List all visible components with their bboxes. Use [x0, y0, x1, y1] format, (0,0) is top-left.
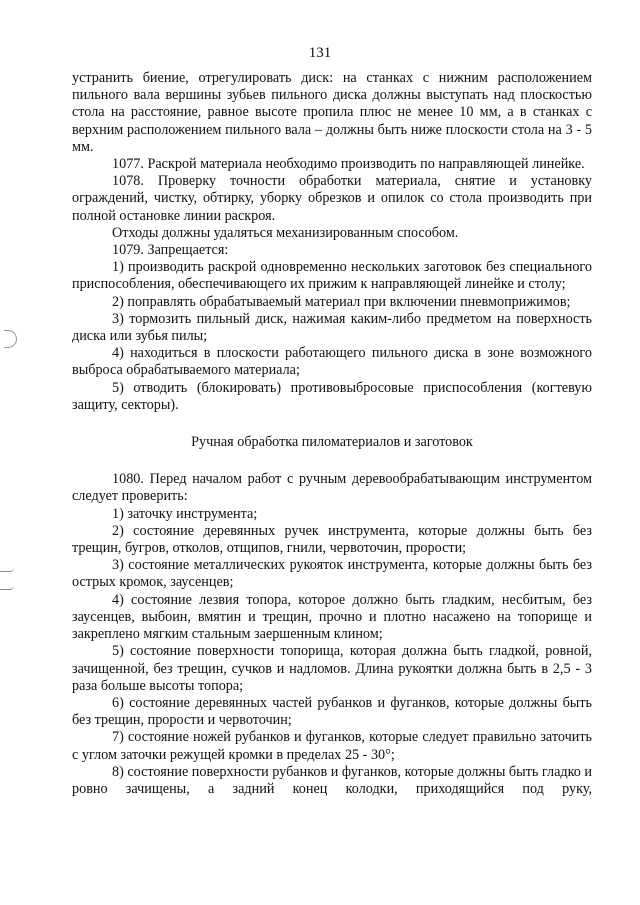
list-item-1080-4: 4) состояние лезвия топора, которое должно быть гладким, несбитым, без заусенцев, выбоин, вмятин и трещин, прочно и плотно насажено на топорище и закреплено мягким стальным заершенным клином;: [72, 591, 592, 643]
list-item-1079-5: 5) отводить (блокировать) противовыбросовые приспособления (когтевую защиту, секторы).: [72, 379, 592, 413]
section-heading: Ручная обработка пиломатериалов и заготовок: [191, 434, 473, 451]
list-item-1080-8: 8) состояние поверхности рубанков и фуганков, которые должны быть гладко и ровно зачищены, а задний конец колодки, приходящийся под руку,: [72, 763, 592, 797]
list-item-1079-1: 1) производить раскрой одновременно нескольких заготовок без специального приспособления, обеспечивающего их прижим к направляющей линейке и столу;: [72, 259, 592, 293]
scan-artifact-mark: [0, 586, 14, 590]
paragraph-1080: 1080. Перед началом работ с ручным деревообрабатывающим инструментом следует проверить:: [72, 471, 592, 505]
list-item-1080-1: 1) заточку инструмента;: [112, 505, 258, 522]
list-item-1079-2: 2) поправлять обрабатываемый материал при включении пневмоприжимов;: [112, 293, 571, 310]
document-body: [72, 70, 592, 798]
list-item-1080-3: 3) состояние металлических рукояток инструмента, которые должны быть без острых кромок, заусенцев;: [72, 557, 592, 591]
paragraph-continuation: устранить биение, отрегулировать диск: на станках с нижним расположением пильного вала вершины зубьев пильного диска должны выступать над плоскостью стола на расстояние, равное высоте пропила плюс не менее 10 мм, а в станках с верхним расположением пильного вала – должны быть ниже плоскости стола на 3 - 5 мм.: [72, 70, 592, 155]
list-item-1079-3: 3) тормозить пильный диск, нажимая каким-либо предметом на поверхность диска или зубья пилы;: [72, 310, 592, 345]
list-item-1080-5: 5) состояние поверхности топорища, которая должна быть гладкой, ровной, зачищенной, без трещин, сучков и надломов. Длина рукоятки должна быть в 2,5 - 3 раза больше высоты топора;: [72, 643, 592, 694]
paragraph-waste: Отходы должны удаляться механизированным способом.: [112, 224, 459, 241]
binder-hole-mark: [4, 330, 17, 348]
list-item-1080-7: 7) состояние ножей рубанков и фуганков, которые следует правильно заточить с углом заточки режущей кромки в пределах 25 - 30°;: [72, 729, 592, 763]
list-item-1080-2: 2) состояние деревянных ручек инструмента, которые должны быть без трещин, бугров, отколов, отщипов, гнили, червоточин, прорости;: [72, 522, 592, 557]
list-item-1080-6: 6) состояние деревянных частей рубанков и фуганков, которые должны быть без трещин, прорости и червоточин;: [72, 694, 592, 729]
list-item-1079-4: 4) находиться в плоскости работающего пильного диска в зоне возможного выброса обрабатываемого материала;: [72, 345, 592, 379]
paragraph-1078: 1078. Проверку точности обработки материала, снятие и установку ограждений, чистку, обтирку, уборку обрезков и опилок со стола производить при полной остановке линии раскроя.: [72, 173, 592, 224]
page-number: 131: [308, 45, 332, 61]
paragraph-1077: 1077. Раскрой материала необходимо производить по направляющей линейке.: [112, 156, 585, 173]
scan-artifact-mark: [0, 568, 14, 572]
paragraph-1079: 1079. Запрещается:: [112, 242, 229, 259]
